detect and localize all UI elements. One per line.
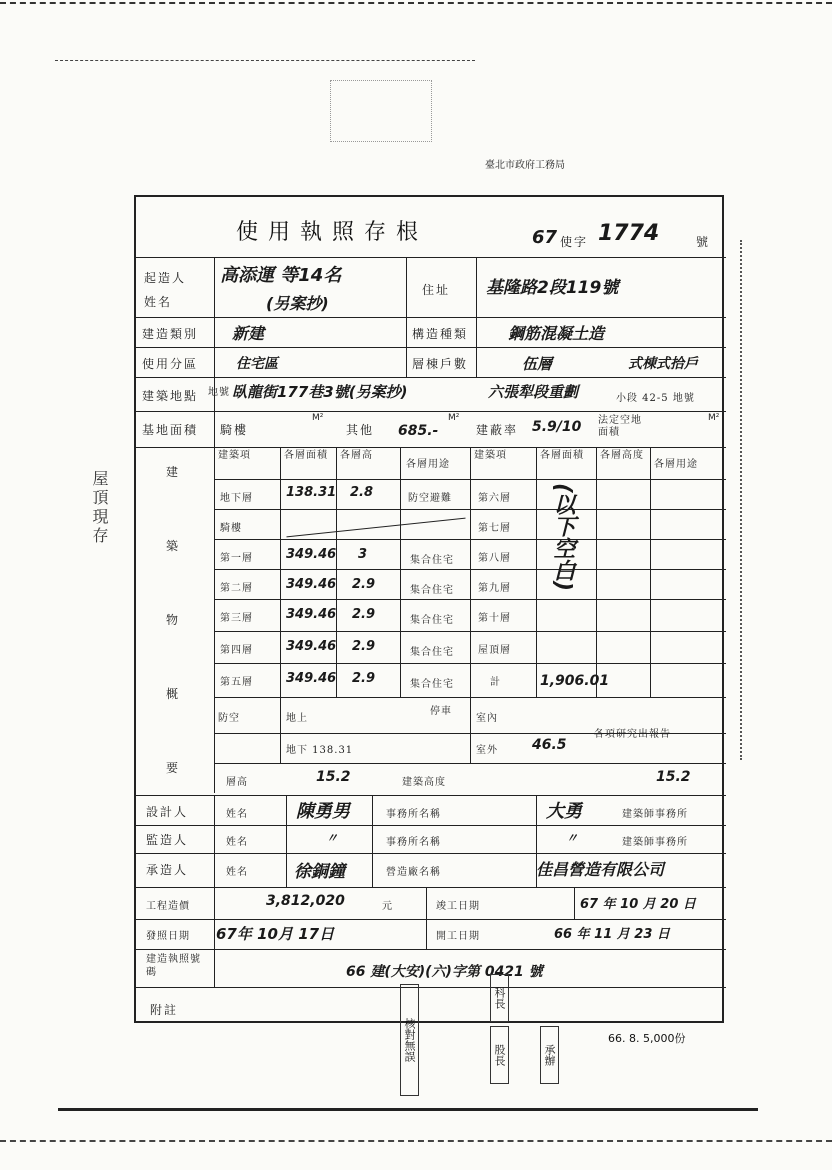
coverage-value: 5.9/10 (532, 419, 582, 435)
class-label: 建造類別 (142, 327, 199, 341)
top-edge-line (0, 2, 832, 4)
stamp-verified: 核對無誤 (400, 984, 419, 1096)
address-label: 住址 (422, 283, 451, 297)
print-note: 66. 8. 5,000份 (608, 1032, 686, 1045)
owner-address: 基隆路2段119號 (486, 278, 619, 298)
top-right-stamp: 臺北市政府工務局 (485, 160, 565, 171)
site-sub: 小段 42-5 地號 (616, 393, 695, 404)
site-value: 臥龍街177巷3號(另案抄) (232, 383, 408, 401)
stamp-unit-chief: 股長 (490, 1026, 509, 1084)
legal-open-label: 法定空地面積 (598, 415, 642, 438)
area-label: 基地面積 (142, 423, 199, 437)
zone-value: 住宅區 (236, 356, 278, 372)
units-value: 式棟式拾戶 (628, 356, 698, 372)
stamp-section-chief: 科長 (490, 974, 509, 1022)
right-edge-marks (740, 240, 746, 760)
site-prefix: 地號 (208, 387, 230, 398)
margin-note: 屋頂現存 (90, 470, 109, 546)
other-label: 其他 (346, 423, 375, 437)
arcade-label: 騎樓 (220, 423, 249, 437)
top-dashed-line (55, 60, 475, 64)
floors-value: 伍層 (522, 355, 553, 373)
site-section: 六張犁段重劃 (488, 383, 579, 401)
bottom-edge-line (0, 1140, 832, 1142)
class-value: 新建 (232, 324, 265, 343)
structure-label: 構造種類 (412, 327, 469, 341)
license-number: 1774 (598, 221, 660, 246)
faint-stamp (330, 80, 432, 142)
area-value: 685.- (398, 423, 439, 439)
zone-label: 使用分區 (142, 357, 199, 371)
floors-label: 層棟戶數 (412, 357, 469, 371)
owner-name: 高添運 等14名 (220, 265, 342, 286)
builder-label: 起造人 (144, 271, 187, 285)
license-year: 67 (532, 227, 558, 248)
number-suffix: 號 (696, 235, 711, 249)
license-prefix: 使字 (560, 235, 589, 249)
site-label: 建築地點 (142, 389, 199, 403)
owner-name-note: (另案抄) (266, 294, 329, 313)
license-form: 使用執照存根 67 使字 1774 號 起造人 姓名 高添運 等14名 (另案抄) 住址 基隆路2段119號 建造類別 新建 構造種類 鋼筋混凝土造 使用分區 住宅區 層棟戶數 伍層 式棟式拾戶 建築地點 地號 臥龍街177巷3號(另案抄) 六張犁段重劃 小段 42-5 地號 基地面積 騎樓 M² 其他 685.- M² 建蔽率 5.9/10 法定空地面積 M² 建築項 各層面積 各層高 各層用途 建築項 各層面積 各層高度 各層用途 建 築 物 概 要 地下層 138.31 2.8 防空避難 騎樓 第一層 349.46 3 集合住宅 第二層 349.46 2.9 集合住宅 第三層 349.46 2.9 集合住宅 第四層 349.46 2.9 集合住宅 第五層 349.46 2.9 集合住宅 第六層 第七層 第八層 第九層 第十層 屋頂層 計 (以下空白) 1,906.01 防空 地上 地下 138.31 停車 室內 室外 46.5 各項研究出報告 層高 15.2 建築高度 15.2 設計人 姓名 陳勇男 事務所名稱 大勇 建築師事務所 監造人 姓名 〃 事務所名稱 〃 建築師事務所 承造人 姓名 徐銅鐘 營造廠名稱 佳昌營造有限公司 工程造價 3,812,020 元 竣工日期 67 年 10 月 20 日 發照日期 67年 10月 17日 開工日期 66 年 11 月 23 日 建造執照號碼 66 建(大安)(六)字第 0421 號 附註 (134, 195, 724, 1023)
structure-value: 鋼筋混凝土造 (508, 324, 605, 343)
bottom-scan-line (58, 1108, 758, 1111)
blank-note: (以下空白) (550, 483, 575, 592)
total-area: 1,906.01 (540, 673, 610, 689)
coverage-label: 建蔽率 (476, 423, 519, 437)
arcade-strike (286, 518, 465, 538)
stamp-handler: 承辦 (540, 1026, 559, 1084)
builder-name-label: 姓名 (144, 295, 173, 309)
form-title: 使用執照存根 (236, 220, 429, 245)
